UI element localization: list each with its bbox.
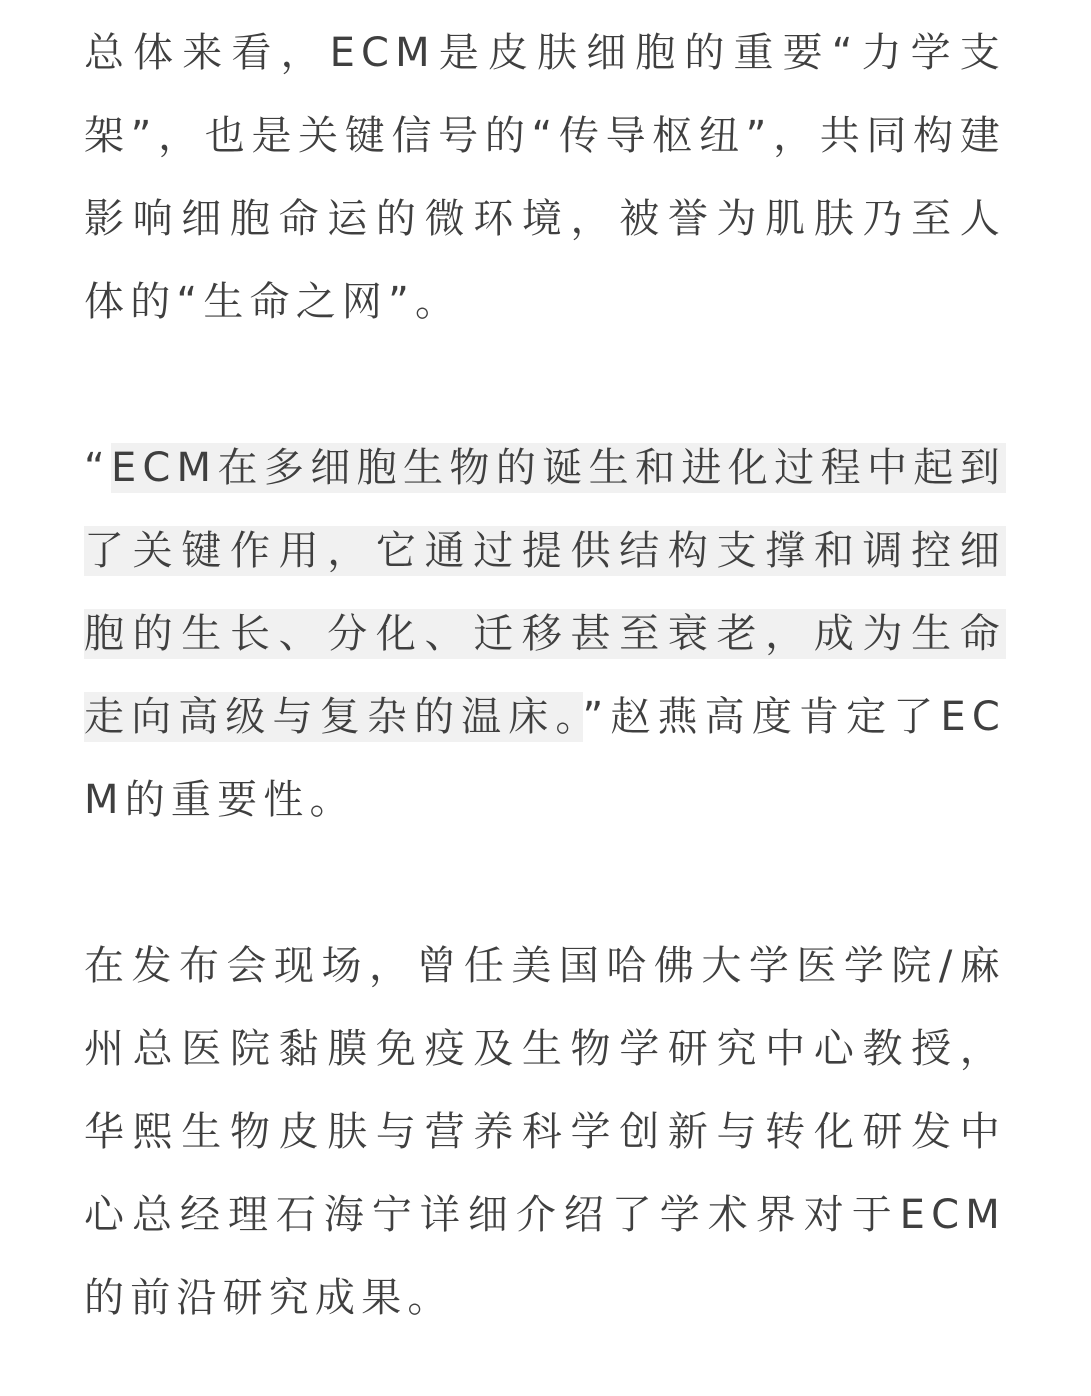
paragraph-shi-haining-intro: 在发布会现场，曾任美国哈佛大学医学院/麻州总医院黏膜免疫及生物学研究中心教授，华熙生物皮肤与营养科学创新与转化研发中心总经理石海宁详细介绍了学术界对于ECM的前沿研究成果。: [84, 943, 1006, 1321]
paragraph-zhao-yan-quote: [84, 427, 1006, 842]
article-body: [84, 12, 1006, 1340]
quote-attribution: 赵燕高度肯定了ECM的重要性。: [84, 694, 1006, 823]
open-quote-mark: “: [84, 445, 111, 491]
paragraph-ecm-summary: 总体来看，ECM是皮肤细胞的重要“力学支架”，也是关键信号的“传导枢纽”，共同构建影响细胞命运的微环境，被誉为肌肤乃至人体的“生命之网”。: [84, 30, 1006, 325]
highlighted-quote-text: ECM在多细胞生物的诞生和进化过程中起到了关键作用，它通过提供结构支撑和调控细胞的生长、分化、迁移甚至衰老，成为生命走向高级与复杂的温床。: [84, 445, 1006, 740]
close-quote-mark: ”: [582, 694, 610, 740]
